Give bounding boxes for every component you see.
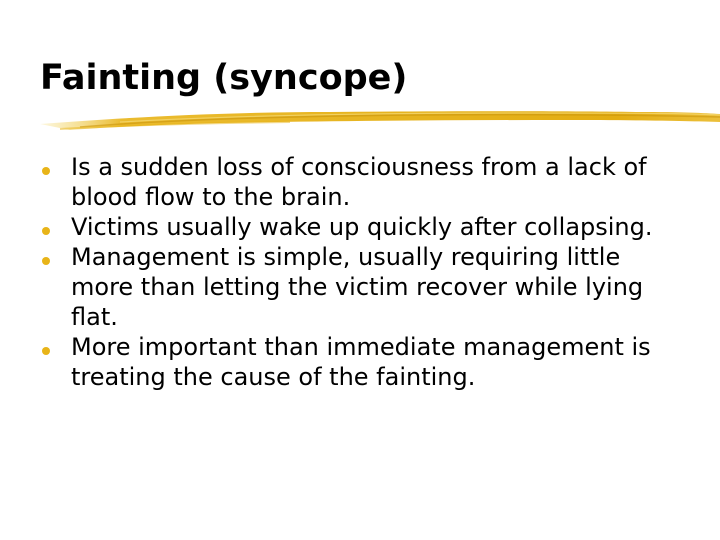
bullet-text: Management is simple, usually requiring little more than letting the victim recover while lying flat. bbox=[71, 243, 644, 331]
bullet-item bbox=[40, 242, 680, 332]
slide-title: Fainting (syncope) bbox=[40, 58, 408, 98]
bullet-item bbox=[40, 212, 680, 242]
bullet-dot-icon bbox=[42, 167, 50, 175]
bullet-dot-icon bbox=[42, 227, 50, 235]
bullet-dot-icon bbox=[42, 347, 50, 355]
bullet-item bbox=[40, 332, 680, 392]
bullet-text: Victims usually wake up quickly after collapsing. bbox=[71, 213, 653, 241]
bullet-item bbox=[40, 152, 680, 212]
bullet-list bbox=[40, 152, 680, 392]
title-underline-brushstroke bbox=[0, 100, 720, 134]
bullet-text: Is a sudden loss of consciousness from a lack of blood flow to the brain. bbox=[71, 153, 647, 211]
bullet-dot-icon bbox=[42, 257, 50, 265]
bullet-text: More important than immediate management is treating the cause of the fainting. bbox=[71, 333, 651, 391]
